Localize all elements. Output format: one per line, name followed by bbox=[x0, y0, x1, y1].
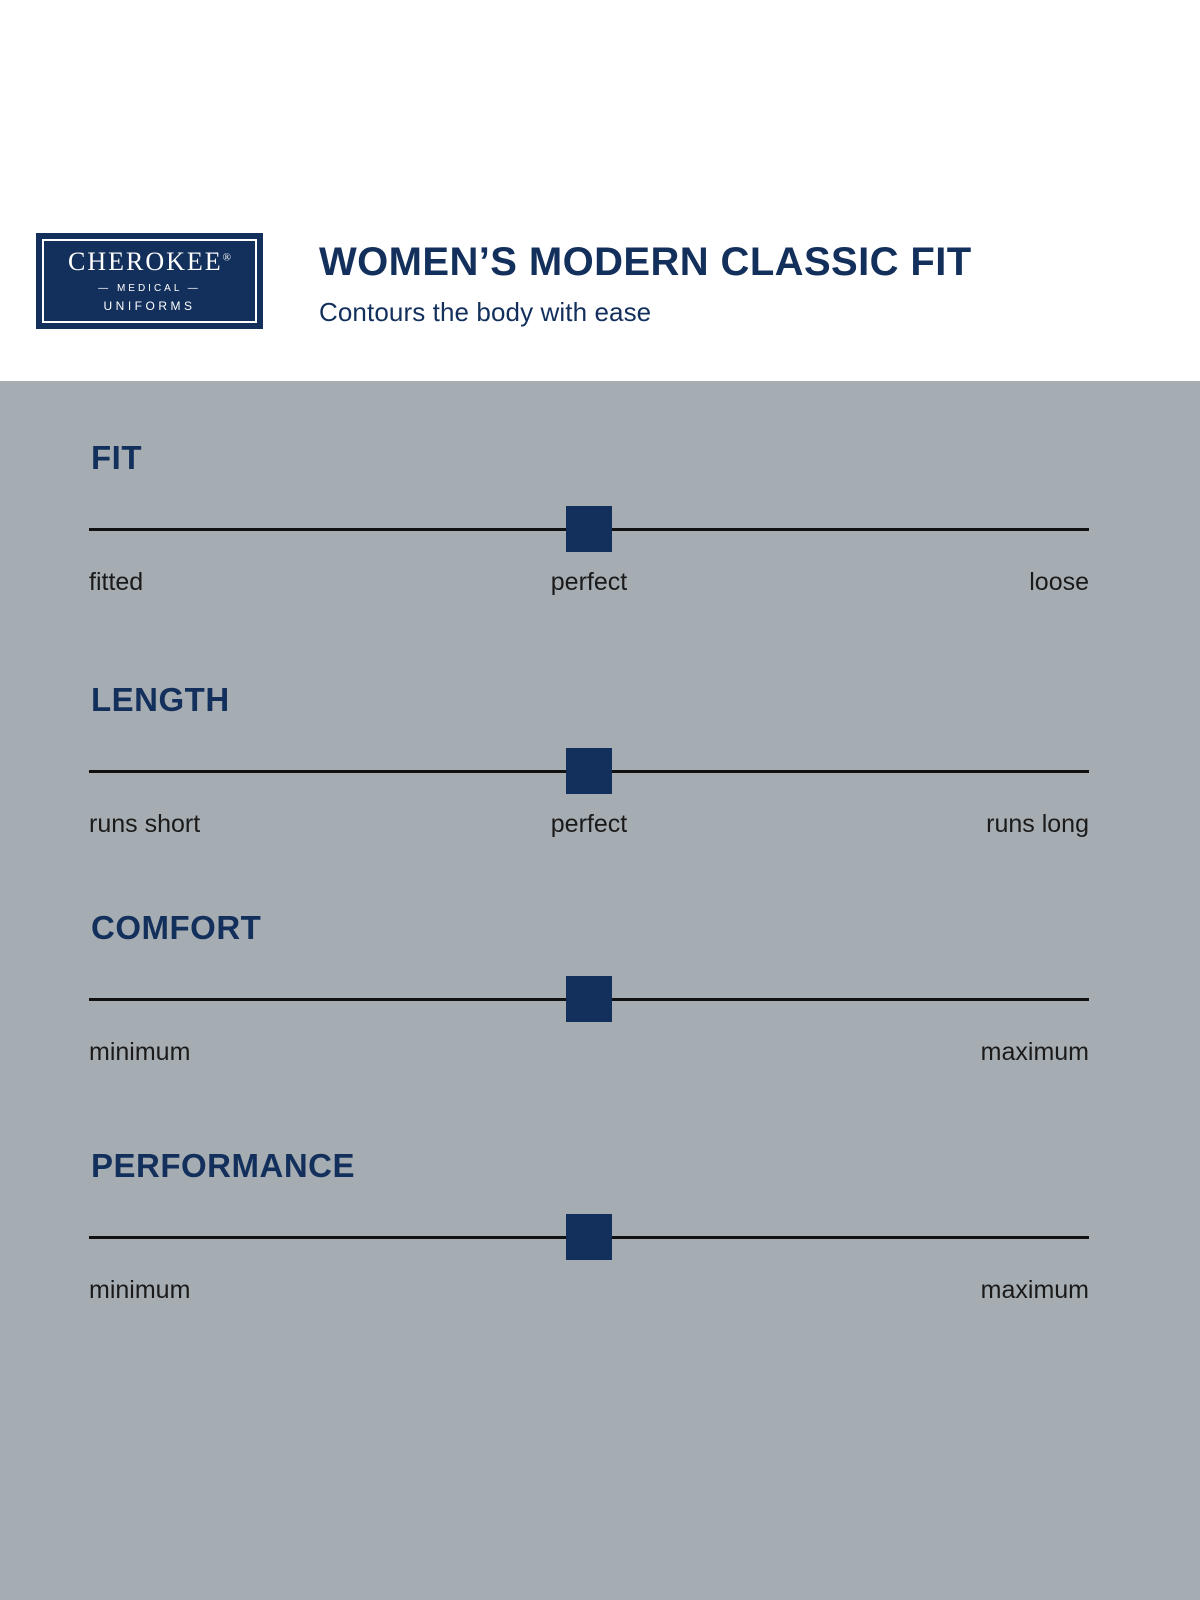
scale-marker-comfort[interactable] bbox=[566, 976, 612, 1022]
scale-group-fit bbox=[89, 441, 1089, 602]
scale-labels-comfort bbox=[89, 1038, 1089, 1072]
scale-title-performance: PERFORMANCE bbox=[91, 1147, 356, 1184]
scale-track-performance[interactable] bbox=[89, 1214, 1089, 1260]
logo-border bbox=[42, 239, 257, 323]
page-subtitle: Contours the body with ease bbox=[319, 297, 652, 327]
scale-label-left: fitted bbox=[89, 568, 144, 596]
scale-title-comfort: COMFORT bbox=[91, 909, 262, 946]
scale-label-left: runs short bbox=[89, 810, 201, 838]
scale-track-comfort[interactable] bbox=[89, 976, 1089, 1022]
scale-title-fit: FIT bbox=[91, 439, 142, 476]
scale-label-right: maximum bbox=[980, 1038, 1089, 1066]
scale-labels-fit bbox=[89, 568, 1089, 602]
scale-track-length[interactable] bbox=[89, 748, 1089, 794]
scale-label-right: runs long bbox=[986, 810, 1089, 838]
scale-label-left: minimum bbox=[89, 1276, 191, 1304]
scales-panel bbox=[0, 381, 1200, 1600]
scale-labels-performance bbox=[89, 1276, 1089, 1310]
scale-label-right: maximum bbox=[980, 1276, 1089, 1304]
scale-label-left: minimum bbox=[89, 1038, 191, 1066]
scale-title-length: LENGTH bbox=[91, 681, 230, 718]
scale-label-right: loose bbox=[1029, 568, 1089, 596]
scale-track-fit[interactable] bbox=[89, 506, 1089, 552]
scale-marker-performance[interactable] bbox=[566, 1214, 612, 1260]
page-title: WOMEN’S MODERN CLASSIC FIT bbox=[319, 240, 972, 284]
cherokee-logo bbox=[36, 233, 263, 329]
logo-brand-name bbox=[68, 249, 231, 275]
scale-group-comfort bbox=[89, 911, 1089, 1072]
scale-marker-fit[interactable] bbox=[566, 506, 612, 552]
logo-subline-medical: — MEDICAL — bbox=[98, 283, 201, 294]
header bbox=[0, 0, 1200, 390]
scale-label-center: perfect bbox=[550, 810, 628, 838]
scale-labels-length bbox=[89, 810, 1089, 844]
registered-trademark-icon: ® bbox=[222, 251, 232, 264]
logo-subline-uniforms: UNIFORMS bbox=[103, 299, 196, 313]
logo-brand-text: CHEROKEE bbox=[67, 247, 223, 276]
scale-marker-length[interactable] bbox=[566, 748, 612, 794]
scale-group-length bbox=[89, 683, 1089, 844]
scale-label-center: perfect bbox=[550, 568, 628, 596]
scale-group-performance bbox=[89, 1149, 1089, 1310]
